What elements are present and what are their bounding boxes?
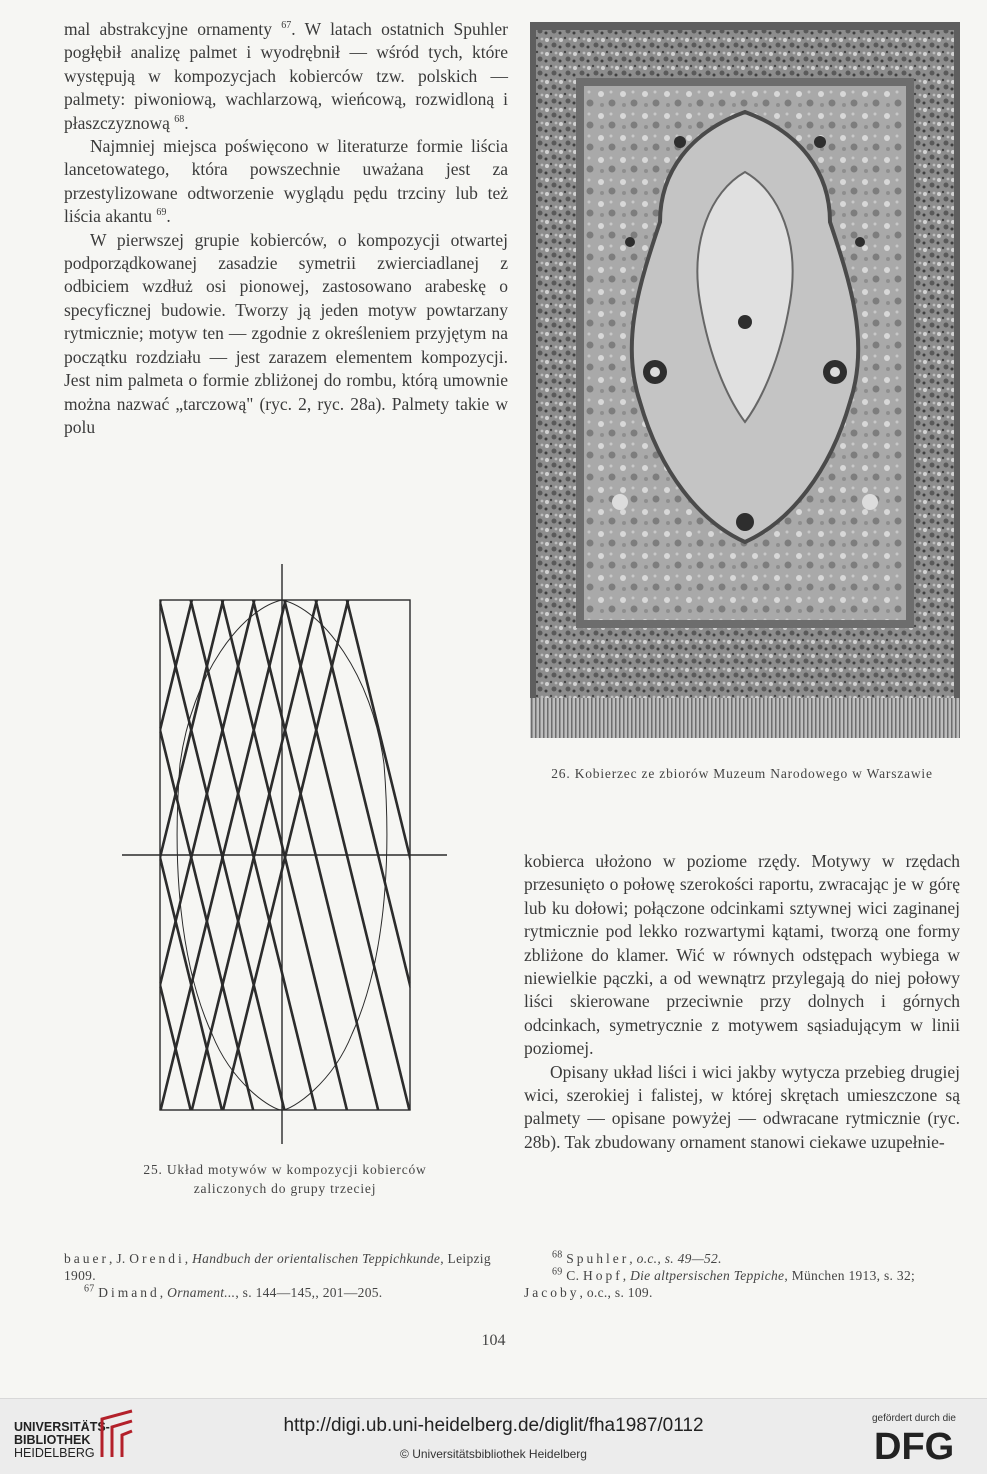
lattice-line — [346, 600, 410, 860]
figure-26-caption: 26. Kobierzec ze zbiorów Muzeum Narodowego w Warszawie — [551, 766, 933, 781]
footnote-69: $^{69}$ C. Hopf, Die altpersischen Teppiche, München 1913, s. 32; Jacoby, o.c., s. 109. — [524, 1266, 916, 1300]
footnotes-right — [524, 1250, 960, 1301]
paragraph-4: kobierca ułożono w poziome rzędy. Motywy w rzędach przesunięto o połowę szerokości raportu, zwracając je w górę lub ku dołowi; połączone odcinkami sztywnej wici zaginanej rytmicznie pod lekko rozwartymi kątami, tworzą one formy zbliżone do klamer. Wić w równych odstępach wybiega w niewielkie pączki, a od wewnątrz przylegają do niej połowy liści skierowane przeciwnie przy dolnych i górnych odcinkach, symetrycznie z motywem sąsiadującym w linii poziomej. — [524, 851, 960, 1059]
footnote-67: $^{67}$ Dimand, Ornament..., s. 144—145,, 201—205. — [84, 1283, 383, 1300]
dfg-logo — [872, 1425, 972, 1465]
copyright-notice: © Universitätsbibliothek Heidelberg — [400, 1447, 587, 1461]
lattice-diagram — [122, 564, 447, 1144]
sponsor-label: gefördert durch die — [872, 1413, 956, 1424]
paragraph-2: Najmniej miejsca poświęcono w literaturze formie liścia lancetowatego, która powszechnie uważana jest za przestylizowane odtworzenie wyglądu pędu trzciny lub też liścia akantu $^{69}$. — [64, 136, 508, 227]
carpet-photograph — [530, 22, 960, 738]
paragraph-1: mal abstrakcyjne ornamenty $^{67}$. W latach ostatnich Spuhler pogłębił analizę palmet i wyodrębnił — wśród tych, które występują w kompozycjach kobierców tzw. polskich — palmety: piwoniową, wachlarzową, wieńcową, rozwidloną i płaszczyznową $^{68}$. — [64, 19, 508, 133]
footnote-continued: bauer, J. Orendi, Handbuch der orientalischen Teppichkunde, Leipzig 1909. — [64, 1251, 491, 1283]
lattice-line — [348, 600, 411, 855]
svg-text:DFG: DFG — [874, 1426, 955, 1465]
page-number: 104 — [481, 1332, 506, 1349]
footnote-68: $^{68}$ Spuhler, o.c., s. 49—52. — [552, 1249, 722, 1266]
right-column-text — [524, 850, 960, 1154]
paragraph-3: W pierwszej grupie kobierców, o kompozycji otwartej podporządkowanej zasadzie symetrii zwierciadlanej z odbiciem wzdłuż osi pionowej, zastosowano arabeskę o specyficznej budowie. Tworzy ją jeden motyw powtarzany rytmicznie; motyw ten — zgodnie z określeniem przyjętym na początku rozdziału — jest zarazem elementem kompozycji. Jest nim palmeta o formie zbliżonej do rombu, którą umownie można nazwać „tarczową" (ryc. 2, ryc. 28a). Palmety takie w polu — [64, 229, 508, 437]
footer-bar — [0, 1398, 987, 1474]
library-name: UNIVERSITÄTS- BIBLIOTHEK HEIDELBERG — [14, 1420, 110, 1460]
footnotes-left — [64, 1250, 508, 1301]
permalink-url[interactable]: http://digi.ub.uni-heidelberg.de/diglit/fha1987/0112 — [283, 1415, 704, 1436]
figure-25-caption: 25. Układ motywów w kompozycji kobierców zaliczonych do grupy trzeciej — [143, 1162, 427, 1196]
left-column-text — [64, 18, 508, 439]
lattice-line — [315, 600, 410, 988]
paragraph-5: Opisany układ liści i wici jakby wytycza przebieg drugiej wici, szerokiej i falistej, w której skrętach umieszczone są palmety — opisane powyżej — odwracane rytmicznie (ryc. 28b). Tak zbudowany ornament stanowi ciekawe uzupełnie- — [524, 1061, 960, 1152]
